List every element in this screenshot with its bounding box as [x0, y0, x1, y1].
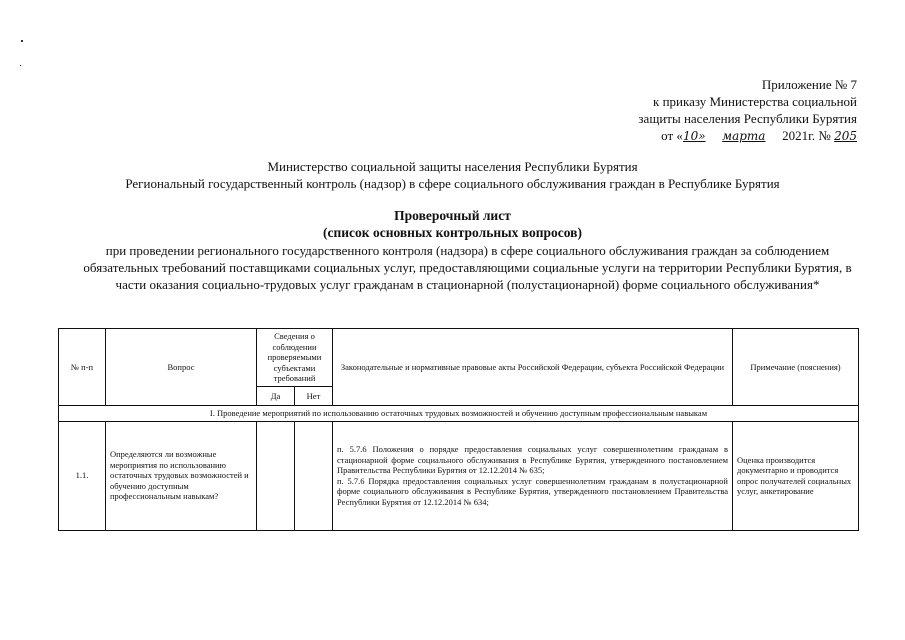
table-row [59, 421, 859, 530]
appendix-line: к приказу Министерства социальной [653, 94, 857, 109]
section-row [59, 406, 859, 422]
row-legal-acts [333, 421, 733, 530]
checklist-table [58, 328, 859, 531]
row-num: 1.1. [59, 421, 106, 530]
control-type: Региональный государственный контроль (надзор) в сфере социального обслуживания граждан в Республике Бурятия [125, 176, 780, 191]
row-no-cell[interactable] [295, 421, 333, 530]
date-month: марта [722, 129, 766, 143]
scan-speck [20, 65, 21, 66]
date-prefix: от « [661, 128, 683, 143]
row-question: Определяются ли возможные мероприятия по использованию остаточных трудовых возможностей и обучению доступным профессиональным навыкам? [106, 421, 257, 530]
legal-act: п. 5.7.6 Положения о порядке предоставления социальных услуг совершеннолетним гражданам в стационарной форме социального обслуживания в Республике Бурятия, утвержденного постановлением Правительства Республики Бурятия от 12.12.2014 № 635; [337, 444, 728, 475]
appendix-block [638, 76, 857, 145]
col-yes-header: Да [257, 387, 295, 406]
section-title: I. Проведение мероприятий по использованию остаточных трудовых возможностей и обучению доступным профессиональным навыкам [59, 406, 859, 422]
ministry-header [0, 158, 905, 192]
col-num-header: № п-п [59, 329, 106, 406]
col-no-header: Нет [295, 387, 333, 406]
title-subline: (список основных контрольных вопросов) [323, 225, 582, 240]
col-acts-header: Законодательные и нормативные правовые акты Российской Федерации, субъекта Российской Федерации [333, 329, 733, 406]
table-header-row [59, 329, 859, 387]
row-yes-cell[interactable] [257, 421, 295, 530]
appendix-line: защиты населения Республики Бурятия [638, 111, 857, 126]
doc-title [0, 207, 905, 241]
doc-description: при проведении регионального государственного контроля (надзора) в сфере социального обслуживания граждан за соблюдением обязательных требований поставщиками социальных услуг, предоставляющими социальные услуги на территории Республики Бурятия, в части оказания социально-трудовых услуг гражданам в стационарной (полустационарной) форме социального обслуживания* [83, 243, 852, 292]
order-number: 205 [834, 129, 857, 143]
col-compliance-header: Сведения о соблюдении проверяемыми субъектами требований [257, 329, 333, 387]
legal-act: п. 5.7.6 Порядка предоставления социальных услуг совершеннолетним гражданам в полустационарной форме социального обслуживания в Республике Бурятия, утвержденного постановлением Правительства Республики Бурятия от 12.12.2014 № 634; [337, 475, 728, 507]
title-line: Проверочный лист [394, 208, 511, 223]
scan-speck [21, 40, 23, 42]
col-note-header: Примечание (пояснения) [733, 329, 859, 406]
ministry-name: Министерство социальной защиты населения Республики Бурятия [267, 159, 638, 174]
date-day: 10» [682, 129, 706, 143]
appendix-date-line [638, 127, 857, 145]
col-question-header: Вопрос [106, 329, 257, 406]
row-note: Оценка производится документарно и проводится опрос получателей социальных услуг, анкетирование [733, 421, 859, 530]
appendix-line: Приложение № 7 [761, 77, 857, 92]
date-year: 2021г. № [782, 128, 831, 143]
